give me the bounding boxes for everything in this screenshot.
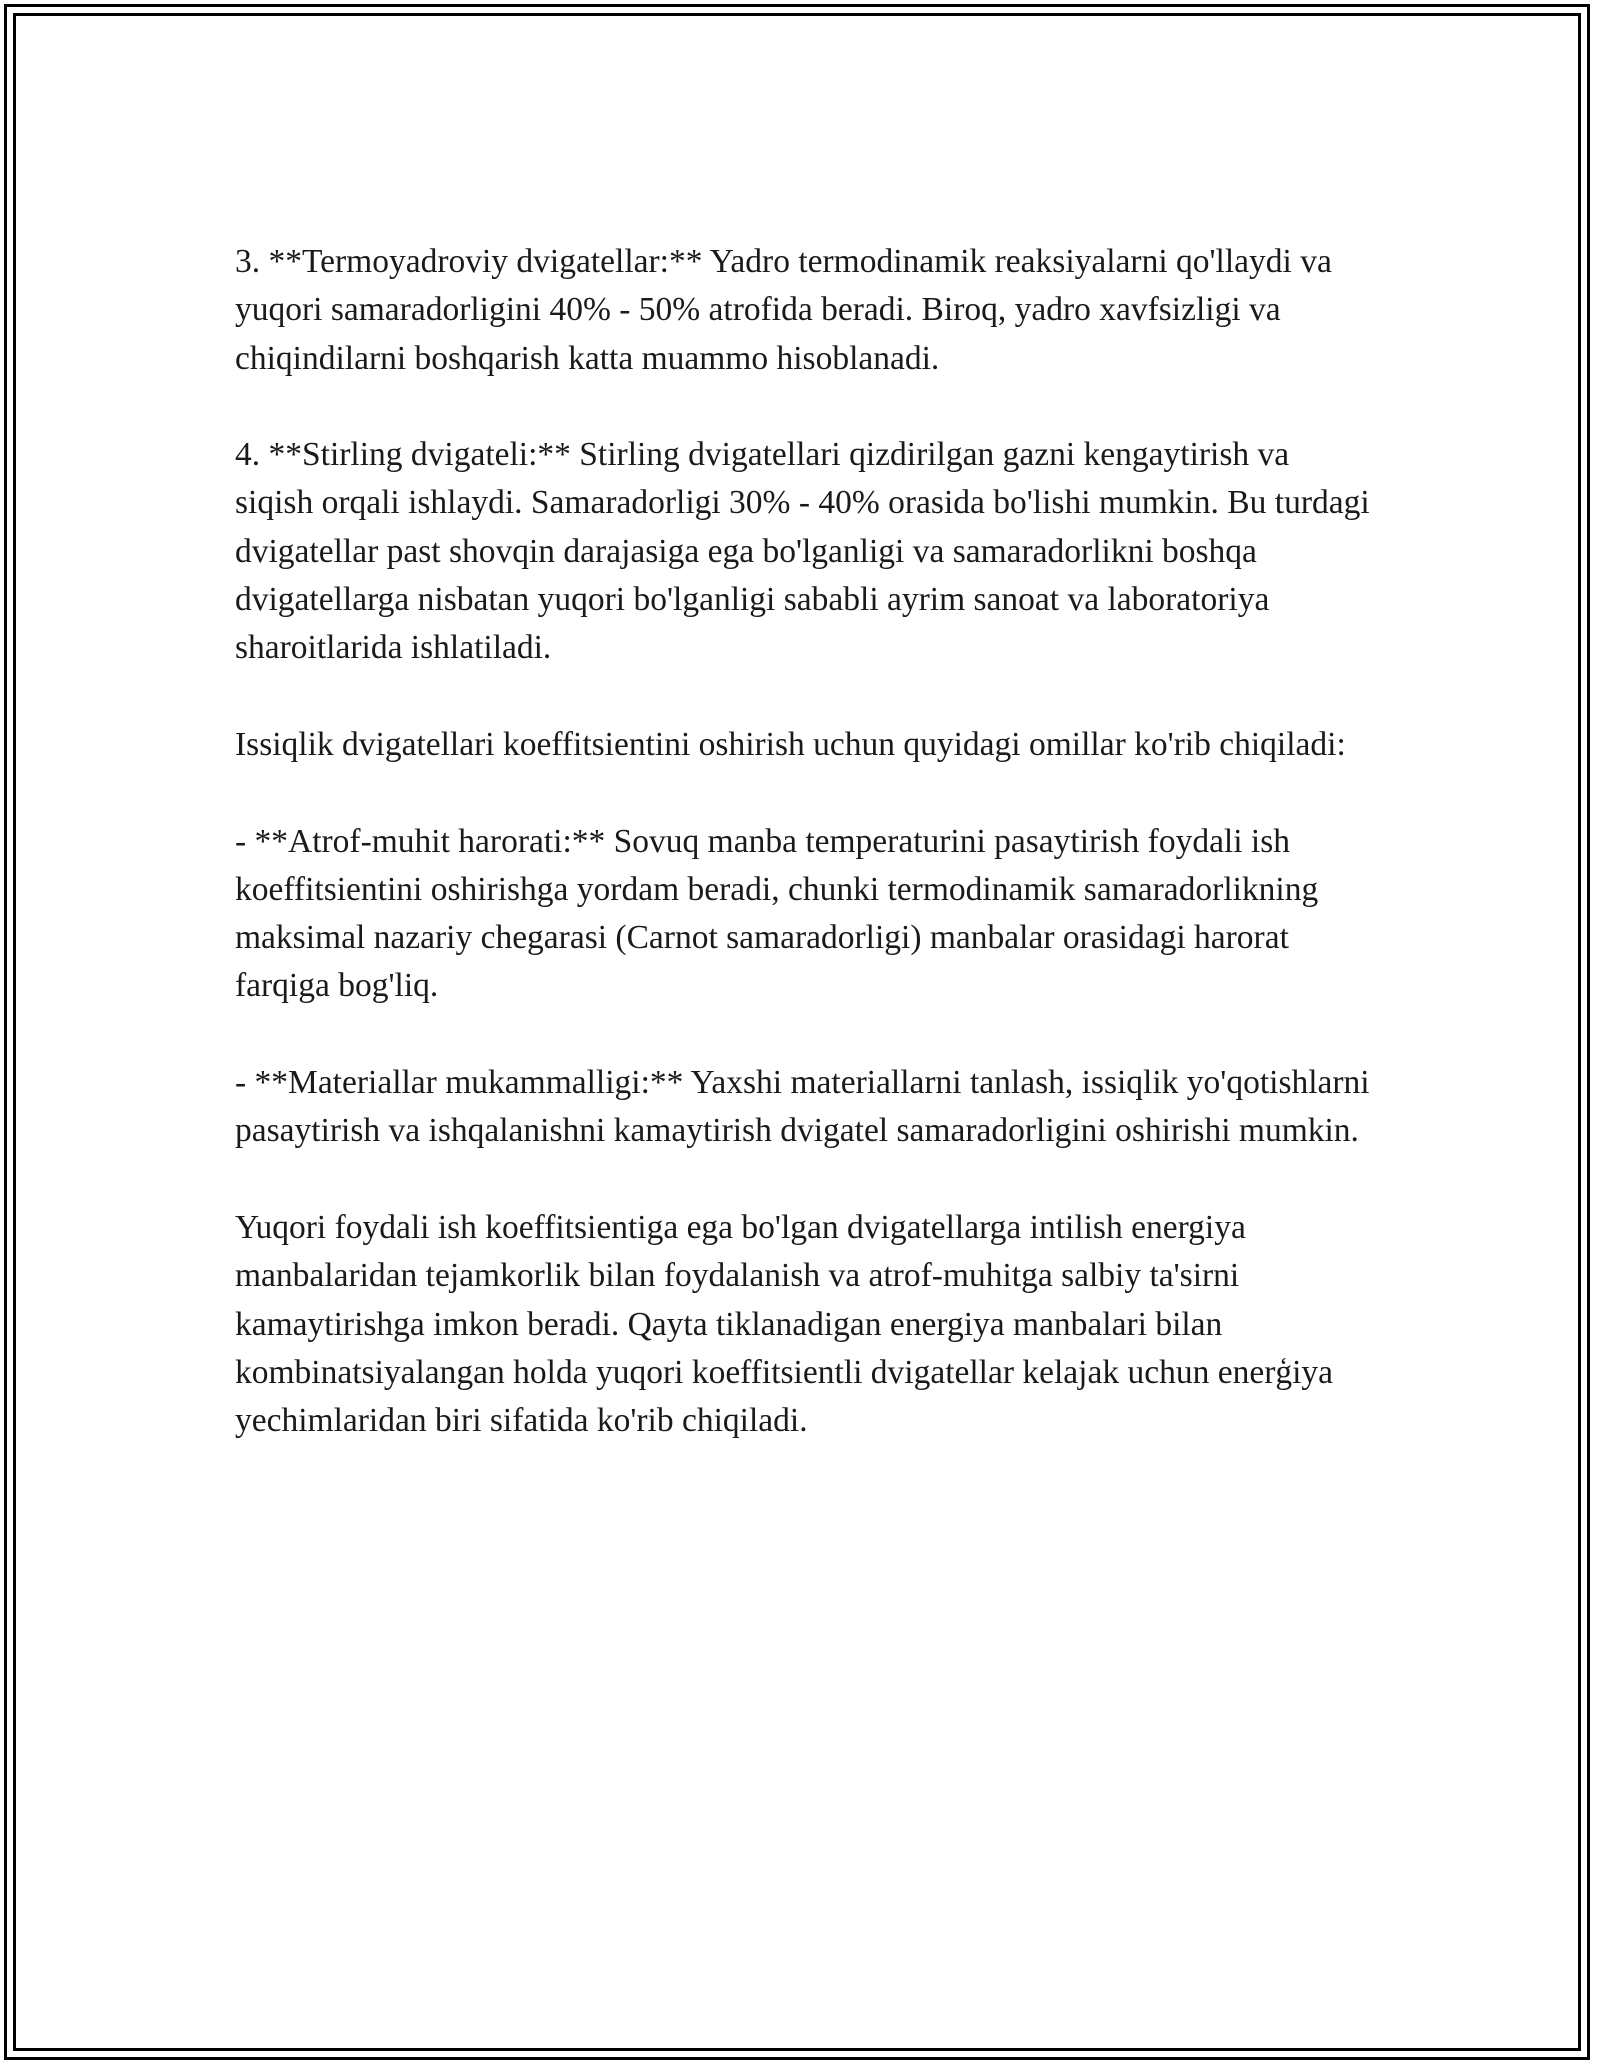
paragraph-stirling: 4. **Stirling dvigateli:** Stirling dvigatellari qizdirilgan gazni kengaytirish va siqish orqali ishlaydi. Samaradorligi 30% - 40% orasida bo'lishi mumkin. Bu turdagi dvigatellar past shovqin darajasiga ega bo'lganligi va samaradorlikni boshqa dvigatellarga nisbatan yuqori bo'lganligi sababli ayrim sanoat va laboratoriya sharoitlarida ishlatiladi.: [235, 436, 1370, 667]
paragraph-materiallar: - **Materiallar mukammalligi:** Yaxshi materiallarni tanlash, issiqlik yo'qotishlarni pasaytirish va ishqalanishni kamaytirish dvigatel samaradorligini oshirishi mumkin.: [235, 1064, 1370, 1150]
document-body: [235, 238, 1375, 1445]
paragraph-atrof-muhit: - **Atrof-muhit harorati:** Sovuq manba temperaturini pasaytirish foydali ish koeffitsientini oshirishga yordam beradi, chunki termodinamik samaradorlikning maksimal nazariy chegarasi (Carnot samaradorligi) manbalar orasidagi harorat farqiga bog'liq.: [235, 822, 1319, 1005]
paragraph-omillar-intro: Issiqlik dvigatellari koeffitsientini oshirish uchun quyidagi omillar ko'rib chiqiladi:: [235, 725, 1346, 763]
paragraph-termoyadroviy: 3. **Termoyadroviy dvigatellar:** Yadro termodinamik reaksiyalarni qo'llaydi va yuqori samaradorligini 40% - 50% atrofida beradi. Biroq, yadro xavfsizligi va chiqindilarni boshqarish katta muammo hisoblanadi.: [235, 243, 1332, 377]
paragraph-conclusion: Yuqori foydali ish koeffitsientiga ega bo'lgan dvigatellarga intilish energiya manbalaridan tejamkorlik bilan foydalanish va atrof-muhitga salbiy ta'sirni kamaytirishga imkon beradi. Qayta tiklanadigan energiya manbalari bilan kombinatsiyalangan holda yuqori koeffitsientli dvigatellar kelajak uchun enerģiya yechimlaridan biri sifatida ko'rib chiqiladi.: [235, 1208, 1334, 1440]
